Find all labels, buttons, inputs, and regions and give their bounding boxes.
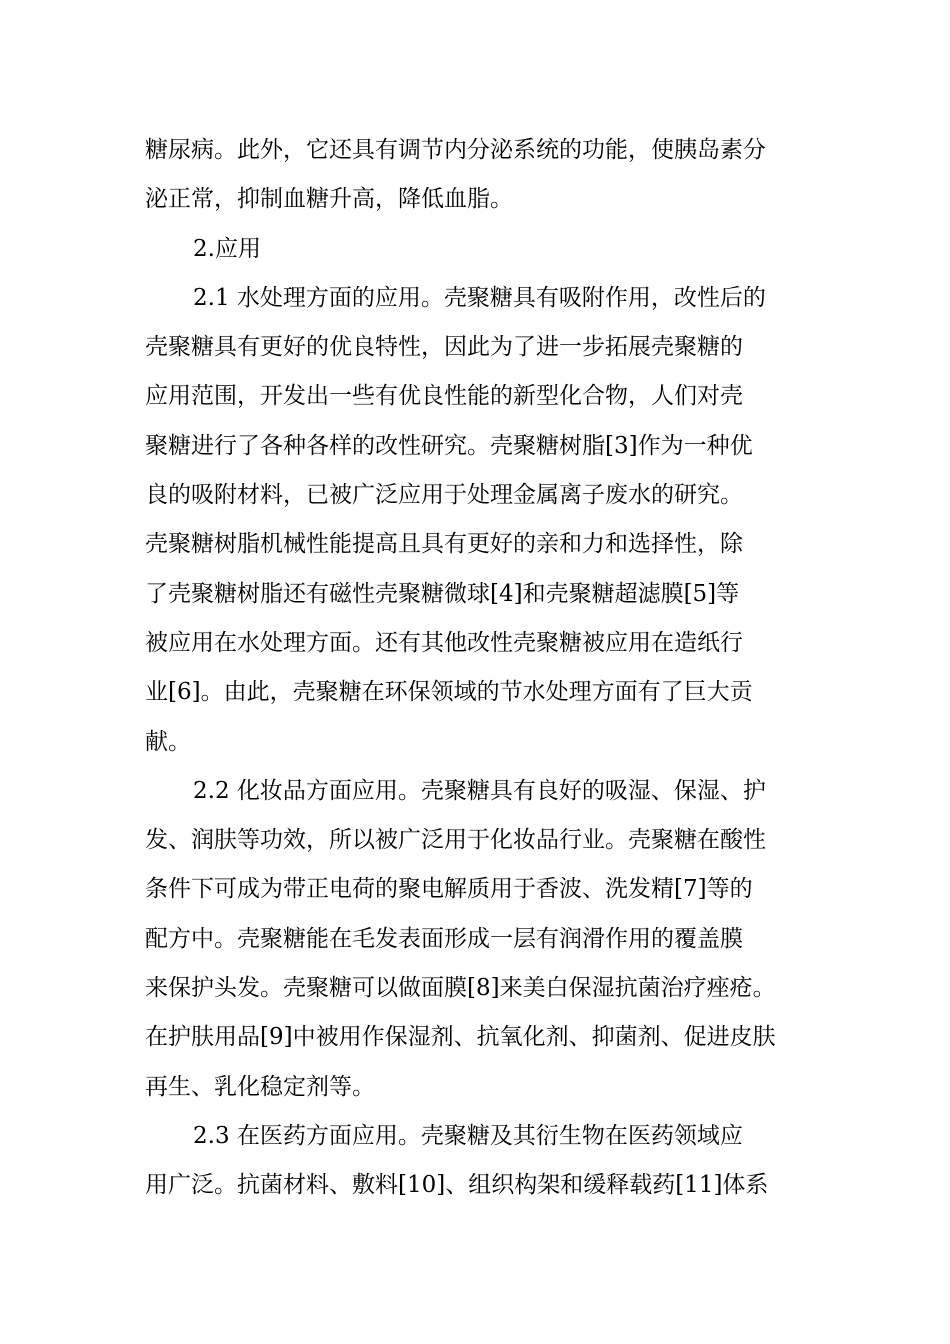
text-line: 条件下可成为带正电荷的聚电解质用于香波、洗发精[7]等的: [145, 876, 753, 903]
text-line: 2.1 水处理方面的应用。壳聚糖具有吸附作用，改性后的: [193, 284, 766, 311]
text-line: 应用范围，开发出一些有优良性能的新型化合物，人们对壳: [145, 383, 743, 410]
text-line: 壳聚糖具有更好的优良特性，因此为了进一步拓展壳聚糖的: [145, 334, 743, 361]
text-line: 在护肤用品[9]中被用作保湿剂、抗氧化剂、抑菌剂、促进皮肤: [145, 1024, 776, 1051]
text-line: 了壳聚糖树脂还有磁性壳聚糖微球[4]和壳聚糖超滤膜[5]等: [145, 580, 740, 607]
text-line: 2.2 化妆品方面应用。壳聚糖具有良好的吸湿、保湿、护: [193, 777, 766, 804]
text-line: 被应用在水处理方面。还有其他改性壳聚糖被应用在造纸行: [145, 629, 743, 656]
text-line: 献。: [145, 728, 191, 755]
document-body: [145, 126, 815, 1211]
text-line: 泌正常，抑制血糖升高，降低血脂。: [145, 186, 513, 213]
text-line: 发、润肤等功效，所以被广泛用于化妆品行业。壳聚糖在酸性: [145, 827, 766, 854]
text-line: 糖尿病。此外，它还具有调节内分泌系统的功能，使胰岛素分: [145, 137, 766, 163]
text-line: 再生、乳化稳定剂等。: [145, 1073, 375, 1100]
text-line: 聚糖进行了各种各样的改性研究。壳聚糖树脂[3]作为一种优: [145, 432, 753, 459]
text-line: 用广泛。抗菌材料、敷料[10]、组织构架和缓释载药[11]体系: [145, 1172, 769, 1199]
text-line: 2.应用: [193, 235, 261, 262]
text-line: 2.3 在医药方面应用。壳聚糖及其衍生物在医药领域应: [193, 1122, 743, 1149]
text-line: 良的吸附材料，已被广泛应用于处理金属离子废水的研究。: [145, 482, 743, 509]
text-line: 壳聚糖树脂机械性能提高且具有更好的亲和力和选择性，除: [145, 531, 743, 558]
text-line: 业[6]。由此，壳聚糖在环保领域的节水处理方面有了巨大贡: [145, 679, 753, 706]
text-line: 配方中。壳聚糖能在毛发表面形成一层有润滑作用的覆盖膜: [145, 925, 743, 952]
text-line: 来保护头发。壳聚糖可以做面膜[8]来美白保湿抗菌治疗痤疮。: [145, 975, 776, 1002]
